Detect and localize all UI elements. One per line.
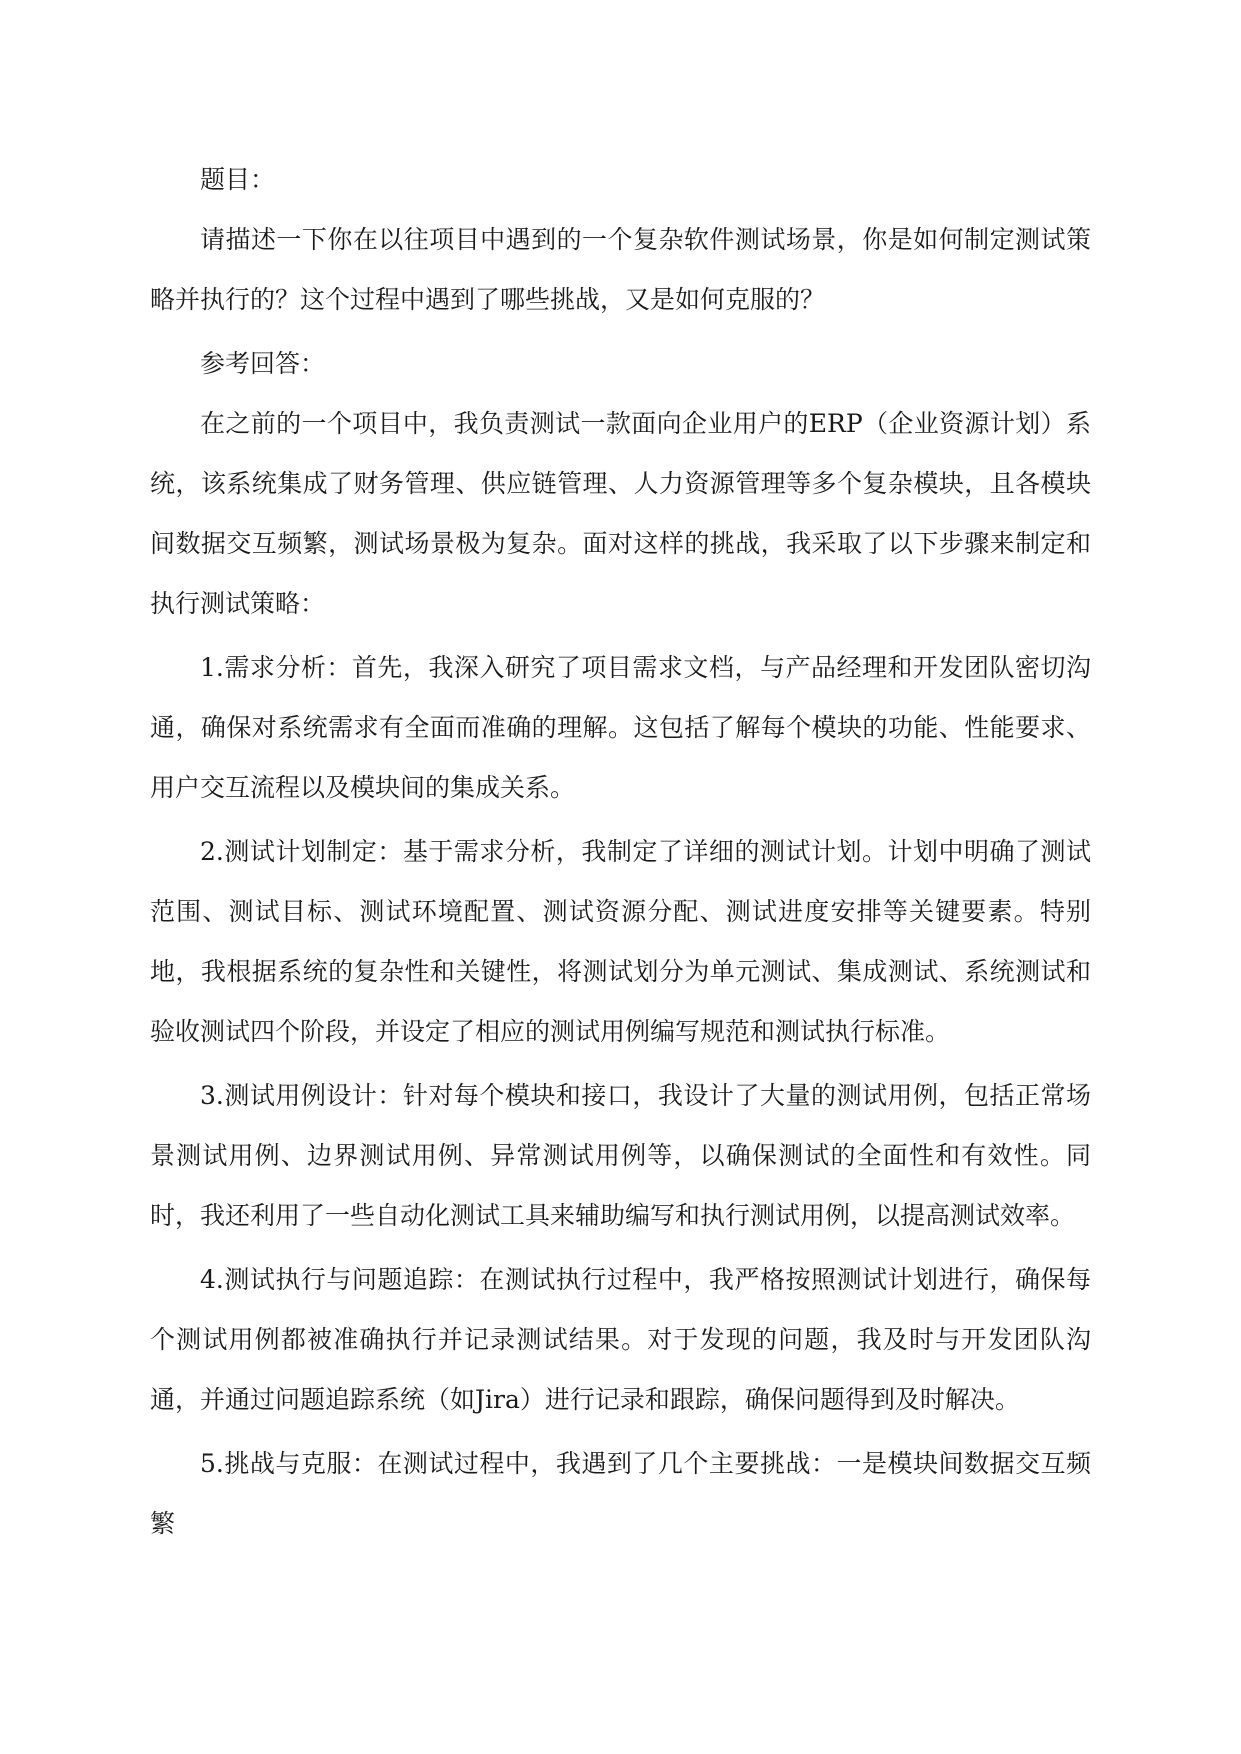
step-2-test-plan: 2.测试计划制定：基于需求分析，我制定了详细的测试计划。计划中明确了测试范围、测试目标、测试环境配置、测试资源分配、测试进度安排等关键要素。特别地，我根据系统的复杂性和关键性，将测试划分为单元测试、集成测试、系统测试和验收测试四个阶段，并设定了相应的测试用例编写规范和测试执行标准。 xyxy=(150,837,1091,1046)
question-title-label: 题目： xyxy=(200,165,276,194)
document-page xyxy=(150,150,1091,1558)
step-4-execution-tracking: 4.测试执行与问题追踪：在测试执行过程中，我严格按照测试计划进行，确保每个测试用例都被准确执行并记录测试结果。对于发现的问题，我及时与开发团队沟通，并通过问题追踪系统（如Jira）进行记录和跟踪，确保问题得到及时解决。 xyxy=(150,1265,1091,1414)
step-1-requirements: 1.需求分析：首先，我深入研究了项目需求文档，与产品经理和开发团队密切沟通，确保对系统需求有全面而准确的理解。这包括了解每个模块的功能、性能要求、用户交互流程以及模块间的集成关系。 xyxy=(150,653,1091,802)
answer-label: 参考回答： xyxy=(200,349,326,378)
answer-intro: 在之前的一个项目中，我负责测试一款面向企业用户的ERP（企业资源计划）系统，该系统集成了财务管理、供应链管理、人力资源管理等多个复杂模块，且各模块间数据交互频繁，测试场景极为复杂。面对这样的挑战，我采取了以下步骤来制定和执行测试策略： xyxy=(150,409,1091,618)
step-5-challenges: 5.挑战与克服：在测试过程中，我遇到了几个主要挑战：一是模块间数据交互频繁 xyxy=(150,1449,1091,1538)
question-text: 请描述一下你在以往项目中遇到的一个复杂软件测试场景，你是如何制定测试策略并执行的？这个过程中遇到了哪些挑战，又是如何克服的？ xyxy=(150,225,1091,314)
step-3-test-case-design: 3.测试用例设计：针对每个模块和接口，我设计了大量的测试用例，包括正常场景测试用例、边界测试用例、异常测试用例等，以确保测试的全面性和有效性。同时，我还利用了一些自动化测试工具来辅助编写和执行测试用例，以提高测试效率。 xyxy=(150,1081,1091,1230)
